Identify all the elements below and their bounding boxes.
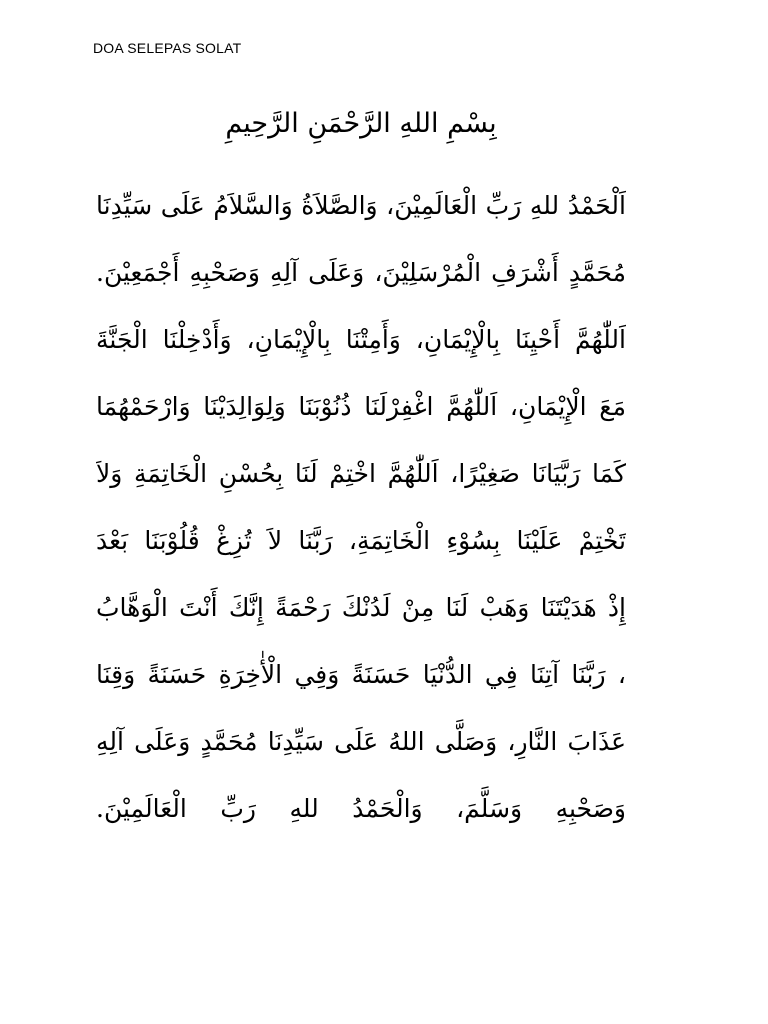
basmalah-heading: بِسْمِ اللهِ الرَّحْمَنِ الرَّحِيمِ (225, 108, 497, 139)
doa-line: عَذَابَ النَّارِ، وَصَلَّى اللهُ عَلَى سَيِّدِنَا مُحَمَّدٍ وَعَلَى آلِهِ (96, 727, 626, 756)
doa-line: اَلْحَمْدُ للهِ رَبِّ الْعَالَمِيْنَ، وَالصَّلاَةُ وَالسَّلاَمُ عَلَى سَيِّدِنَا (96, 191, 626, 220)
doa-line: إِذْ هَدَيْتَنَا وَهَبْ لَنَا مِنْ لَدُنْكَ رَحْمَةً إِنَّكَ أَنْتَ الْوَهَّابُ (96, 593, 626, 622)
doa-text-block (90, 84, 632, 874)
doa-line: مُحَمَّدٍ أَشْرَفِ الْمُرْسَلِيْنَ، وَعَلَى آلِهِ وَصَحْبِهِ أَجْمَعِيْنَ. (96, 258, 626, 287)
doa-line: تَخْتِمْ عَلَيْنَا بِسُوْءِ الْخَاتِمَةِ، رَبَّنَا لاَ تُزِغْ قُلُوْبَنَا بَعْدَ (96, 526, 626, 555)
doa-line: اَللّٰهُمَّ أَحْيِنَا بِالْإِيْمَانِ، وَأَمِتْنَا بِالْإِيْمَانِ، وَأَدْخِلْنَا الْجَنَّةَ (96, 325, 626, 354)
doa-line: كَمَا رَبَّيَانَا صَغِيْرًا، اَللّٰهُمَّ اخْتِمْ لَنَا بِحُسْنِ الْخَاتِمَةِ وَلاَ (96, 459, 626, 488)
doa-lines-list (96, 172, 626, 842)
page-title: DOA SELEPAS SOLAT (93, 40, 242, 56)
doa-line: مَعَ الْإِيْمَانِ، اَللّٰهُمَّ اغْفِرْلَنَا ذُنُوْبَنَا وَلِوَالِدَيْنَا وَارْحَمْهُمَا (96, 392, 626, 421)
doa-line: ، رَبَّنَا آتِنَا فِي الدُّنْيَا حَسَنَةً وَفِي الْأٰخِرَةِ حَسَنَةً وَقِنَا (96, 660, 626, 689)
doa-line: وَصَحْبِهِ وَسَلَّمَ، وَالْحَمْدُ للهِ رَبِّ الْعَالَمِيْنَ. (96, 794, 626, 823)
